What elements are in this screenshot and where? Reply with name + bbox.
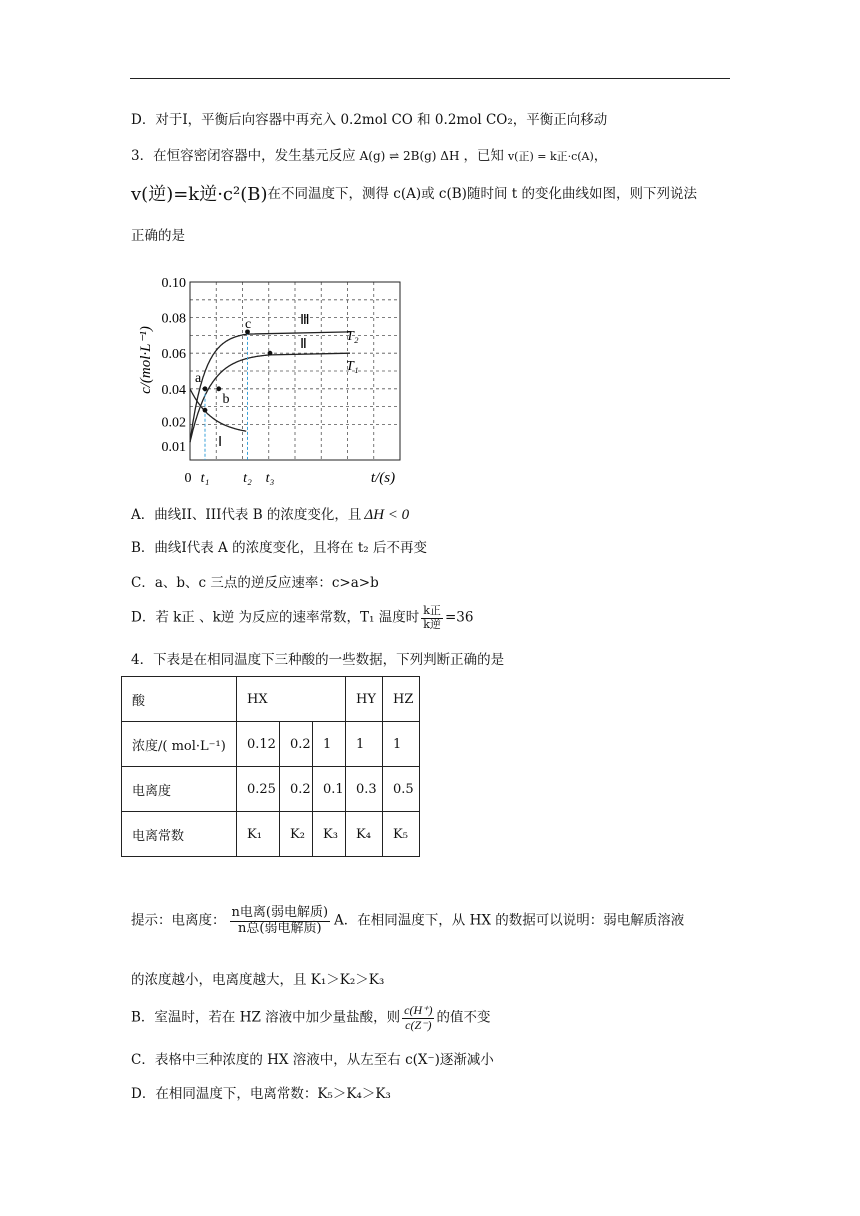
q3-option-d: D．若 k正 、k逆 为反应的速率常数，T₁ 温度时 $\frac{\text{k正}}{\text{k逆}}$ =36 [131,604,474,631]
table-cell: 0.12 [237,722,280,767]
x-tick-label: 0 [184,471,192,486]
table-cell: 0.2 [280,722,313,767]
series-III-line [190,332,350,442]
table-cell: 0.5 [383,767,420,812]
y-tick-label: 0.06 [161,347,186,363]
table-header-cell: HX [237,677,346,722]
reaction-equation: A(g) ⇌ 2B(g) ΔH [359,149,460,163]
point-label-b: b [222,391,230,407]
series-label-I: Ⅰ [218,435,223,450]
q3-option-c: C．a、b、c 三点的逆反应速率：c>a>b [131,575,379,591]
q4-option-b: B．室温时，若在 HZ 溶液中加少量盐酸，则 $\frac{c(H^+)}{c(Z^-)}$ 的值不变 [131,1003,491,1032]
delta-h-expression: ΔH < 0 [364,507,410,523]
q3-stem-b: ，已知 [463,148,504,164]
x-tick-label: t₃ [265,471,275,486]
ion-ratio-fraction: $\frac{c(H^+)}{c(Z^-)}$ [404,1003,433,1032]
x-tick-label: t₂ [243,471,252,486]
x-tick-label: t₁ [200,471,210,486]
table-row [122,722,420,767]
q4-option-c: C．表格中三种浓度的 HX 溶液中，从左至右 c(X⁻)逐渐减小 [131,1052,494,1068]
data-point [216,386,221,391]
rate-constant-ratio: $\frac{\text{k正}}{\text{k逆}}$ [423,604,441,631]
data-point [203,386,208,391]
y-tick-label: 0.04 [161,382,186,398]
table-header-cell: 酸 [122,677,237,722]
forward-rate-law: v(正) = k正·c(A) [507,150,594,163]
table-cell: 1 [383,722,420,767]
q4-title: 4．下表是在相同温度下三种酸的一些数据，下列判断正确的是 [131,652,505,668]
point-label-a: a [195,370,202,386]
table-header-cell: HY [346,677,383,722]
table-cell: K₄ [346,812,383,857]
q3-stem-c: 在不同温度下，测得 c(A)或 c(B)随时间 t 的变化曲线如图，则下列说法 [267,186,697,202]
table-cell: K₃ [313,812,346,857]
table-cell: 0.2 [280,767,313,812]
q3-line-2 [131,186,697,204]
table-row-label: 浓度/( mol·L⁻¹) [122,722,237,767]
q3-line-3: 正确的是 [131,228,185,244]
q3-option-a: A．曲线II、III代表 B 的浓度变化，且 ΔH < 0 [131,507,410,523]
q4-option-d: D．在相同温度下，电离常数：K₅＞K₄＞K₃ [131,1086,391,1102]
table-cell: 0.1 [313,767,346,812]
table-header-cell: HZ [383,677,420,722]
q3-option-b: B．曲线I代表 A 的浓度变化，且将在 t₂ 后不再变 [131,540,428,556]
y-tick-label: 0.01 [161,440,186,456]
reverse-rate-law: v(逆)=k逆·c²(B) [131,184,268,205]
data-point [268,351,273,356]
table-cell: 0.25 [237,767,280,812]
table-cell: K₅ [383,812,420,857]
table-row-label: 电离度 [122,767,237,812]
table-row [122,767,420,812]
temperature-label-T1: T₁ [346,359,359,374]
table-cell: 1 [346,722,383,767]
data-point [203,408,208,413]
x-axis-label: t/(s) [370,470,396,486]
table-cell: 1 [313,722,346,767]
table-cell: 0.3 [346,767,383,812]
acid-data-table [121,676,420,857]
header-rule [130,78,730,79]
table-row [122,677,420,722]
q4-hint-continued: 的浓度越小，电离度越大，且 K₁＞K₂＞K₃ [131,972,385,988]
series-label-III: Ⅲ [300,313,310,328]
y-tick-label: 0.02 [161,415,186,431]
y-tick-label: 0.10 [161,276,186,291]
temperature-label-T2: T₂ [346,329,359,344]
q4-hint-line: 提示：电离度： $\frac{\text{n电离(弱电解质)}}{\text{n总(弱电解质)}}$ A．在相同温度下，从 HX 的数据可以说明：弱电解质溶液 [131,905,685,936]
series-II-line [190,353,350,442]
q3-stem-a: 3．在恒容密闭容器中，发生基元反应 [131,148,356,164]
table-cell: K₂ [280,812,313,857]
point-label-c: c [245,316,252,332]
table-cell: K₁ [237,812,280,857]
ionization-degree-fraction: $\frac{\text{n电离(弱电解质)}}{\text{n总(弱电解质)}}$ [231,905,329,936]
concentration-time-chart [128,258,418,493]
y-tick-label: 0.08 [161,311,186,327]
table-row [122,812,420,857]
table-row-label: 电离常数 [122,812,237,857]
q3-line-1: 3．在恒容密闭容器中，发生基元反应 A(g) ⇌ 2B(g) ΔH ，已知 v(正) = k正·c(A)， [131,148,608,164]
y-axis-label: c/(mol·L⁻¹) [138,326,154,394]
series-label-II: Ⅱ [300,337,307,352]
q2-option-d: D．对于I，平衡后向容器中再充入 0.2mol CO 和 0.2mol CO₂，平衡正向移动 [131,112,608,128]
